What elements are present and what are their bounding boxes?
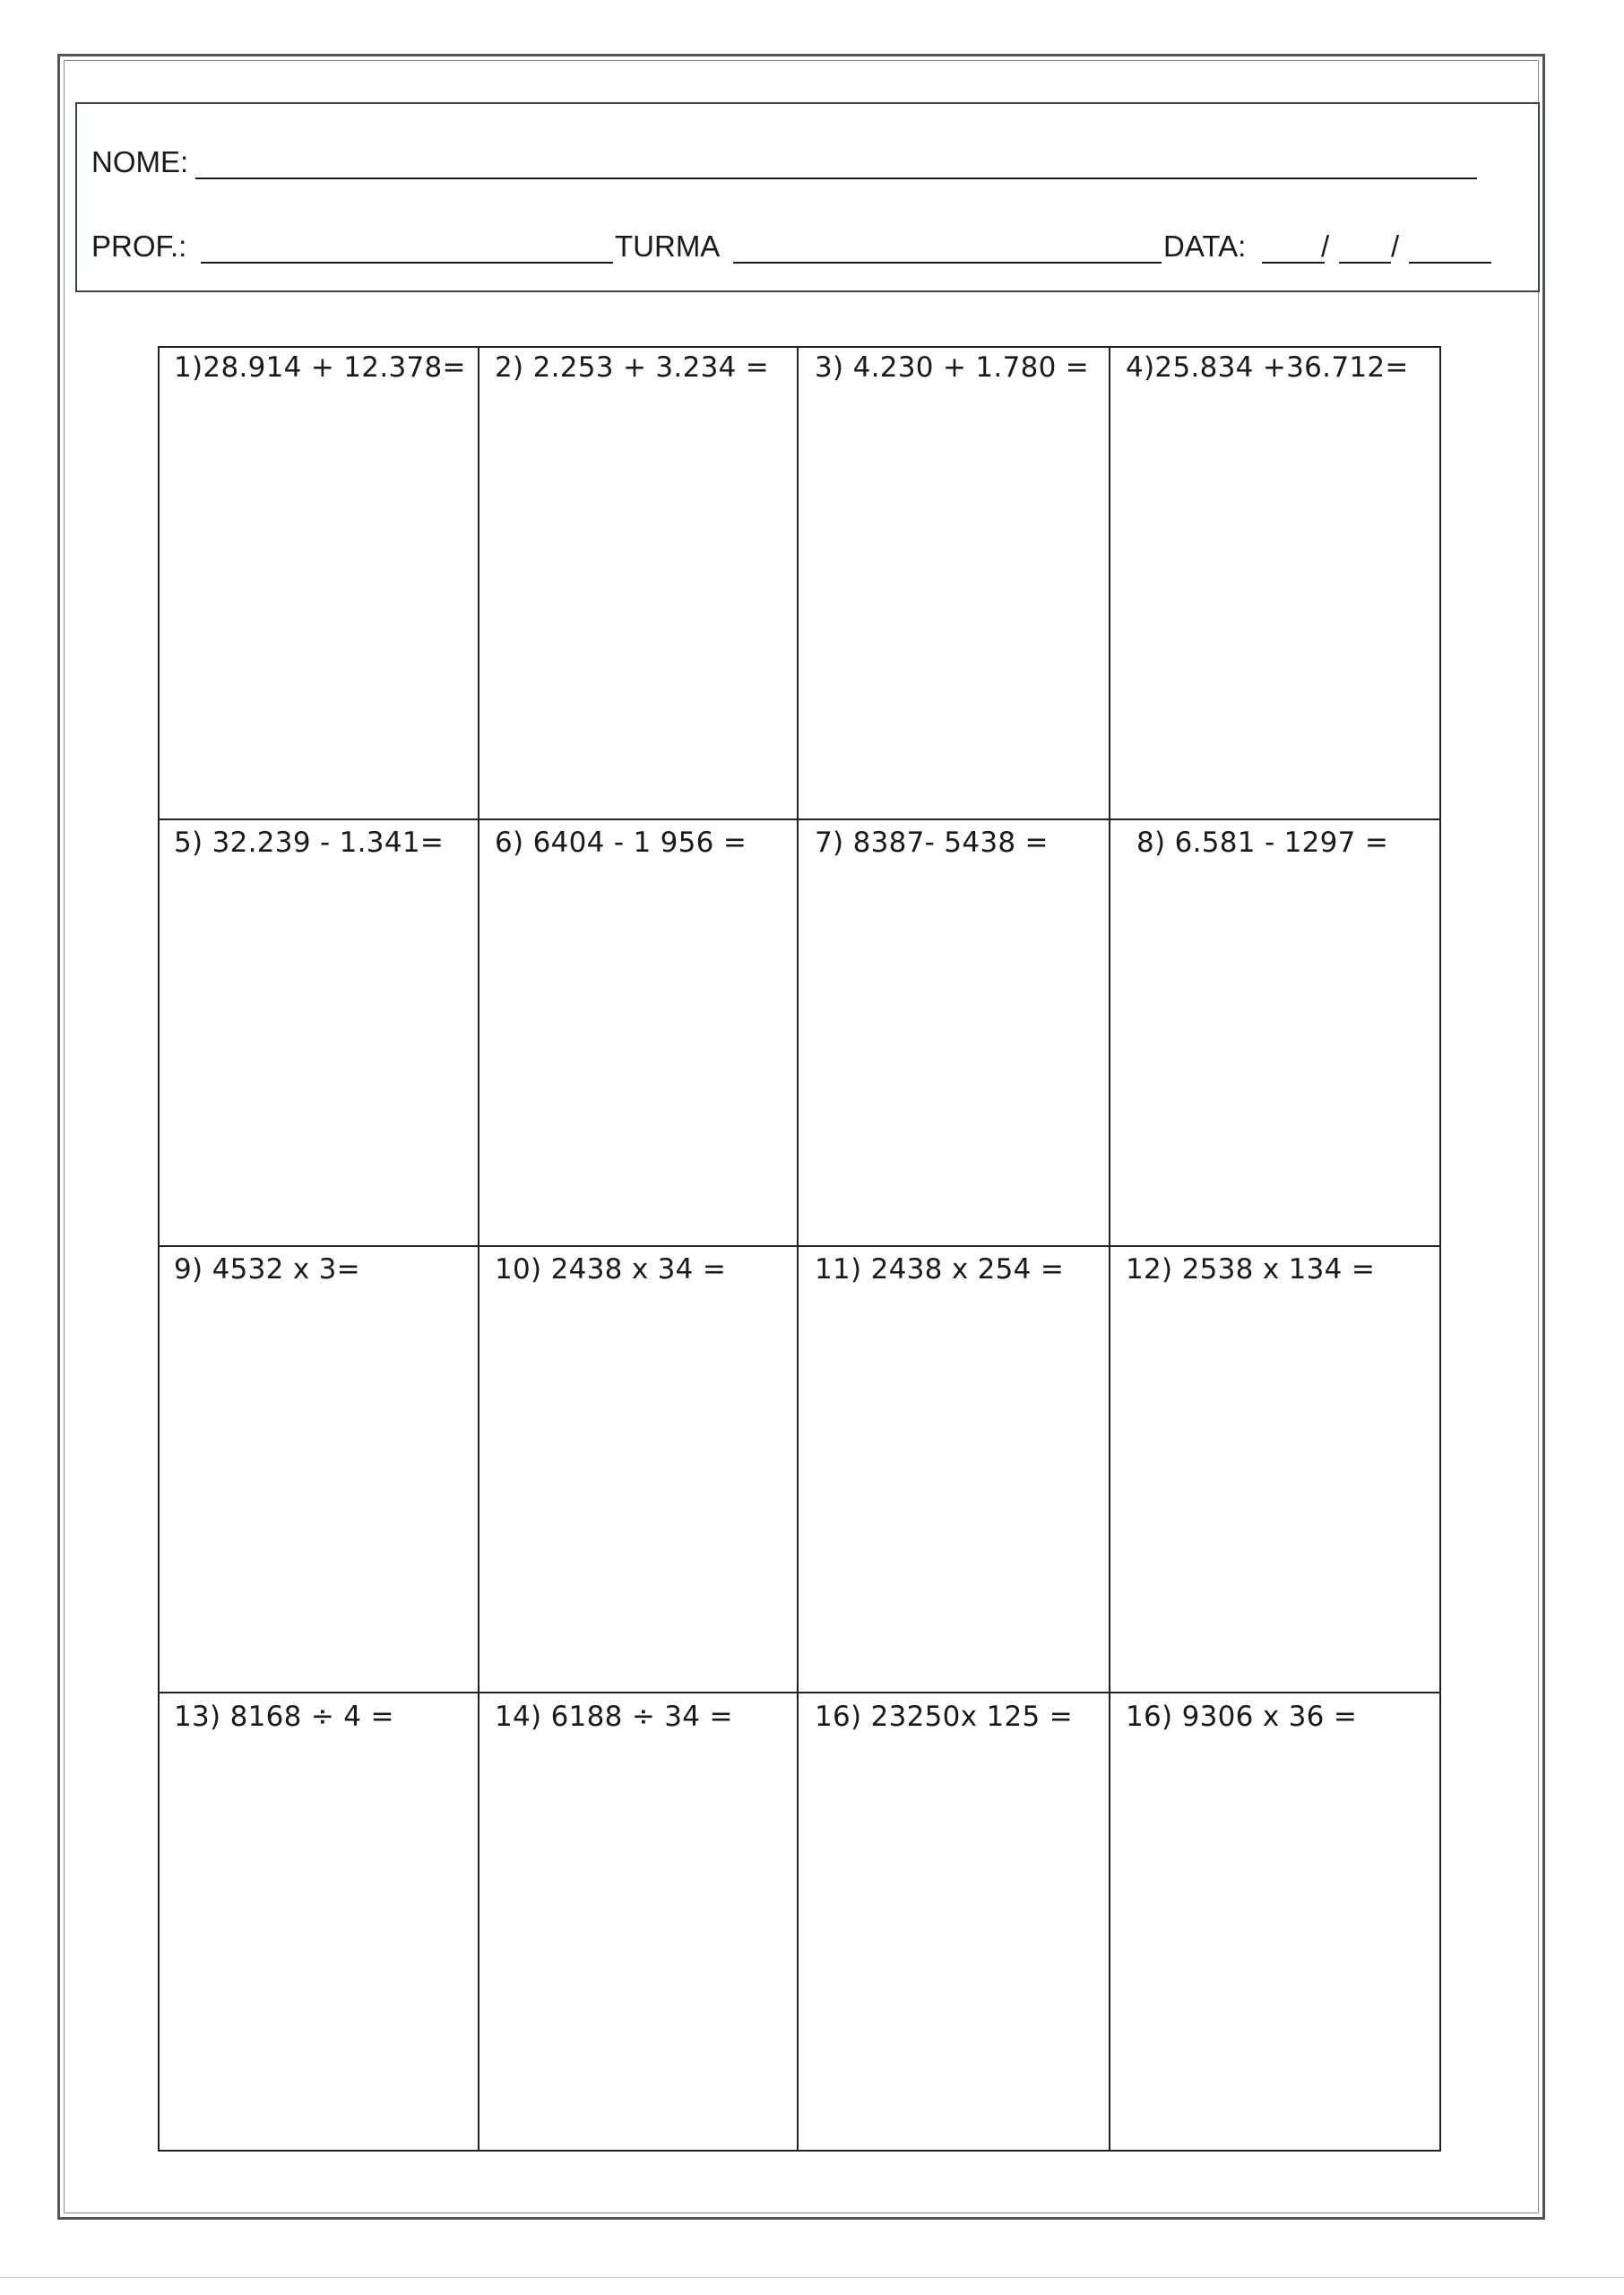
date-day-field[interactable] (1262, 262, 1325, 264)
problem-11: 11) 2438 x 254 = (815, 1253, 1065, 1286)
problem-16: 16) 9306 x 36 = (1126, 1701, 1358, 1733)
grid-column-divider (1109, 346, 1110, 2152)
problem-9: 9) 4532 x 3= (174, 1253, 360, 1286)
grid-row-divider (158, 1245, 1441, 1247)
exercise-grid (158, 346, 1441, 2152)
grid-column-divider (797, 346, 799, 2152)
scan-edge (0, 2277, 1624, 2278)
problem-7: 7) 8387- 5438 = (815, 827, 1049, 859)
grid-row-divider (158, 818, 1441, 820)
date-year-field[interactable] (1409, 262, 1491, 264)
grid-row-divider (158, 1692, 1441, 1693)
student-info-box (75, 102, 1540, 292)
problem-13: 13) 8168 ÷ 4 = (174, 1701, 394, 1733)
nome-field[interactable] (195, 178, 1477, 179)
turma-label: TURMA (615, 230, 721, 263)
problem-8: 8) 6.581 - 1297 = (1136, 827, 1389, 859)
problem-3: 3) 4.230 + 1.780 = (815, 351, 1090, 384)
prof-label: PROF.: (91, 230, 187, 263)
nome-label: NOME: (91, 145, 189, 178)
problem-6: 6) 6404 - 1 956 = (495, 827, 747, 859)
grid-column-divider (478, 346, 479, 2152)
problem-5: 5) 32.239 - 1.341= (174, 827, 445, 859)
date-separator: / (1321, 230, 1330, 263)
problem-12: 12) 2538 x 134 = (1126, 1253, 1376, 1286)
turma-field[interactable] (733, 262, 1162, 264)
date-separator: / (1391, 230, 1400, 263)
prof-field[interactable] (201, 262, 613, 264)
problem-2: 2) 2.253 + 3.234 = (495, 351, 770, 384)
problem-4: 4)25.834 +36.712= (1126, 351, 1409, 384)
data-label: DATA: (1163, 230, 1247, 263)
problem-1: 1)28.914 + 12.378= (174, 351, 466, 384)
date-month-field[interactable] (1339, 262, 1391, 264)
problem-15: 16) 23250x 125 = (815, 1701, 1074, 1733)
problem-10: 10) 2438 x 34 = (495, 1253, 727, 1286)
problem-14: 14) 6188 ÷ 34 = (495, 1701, 733, 1733)
